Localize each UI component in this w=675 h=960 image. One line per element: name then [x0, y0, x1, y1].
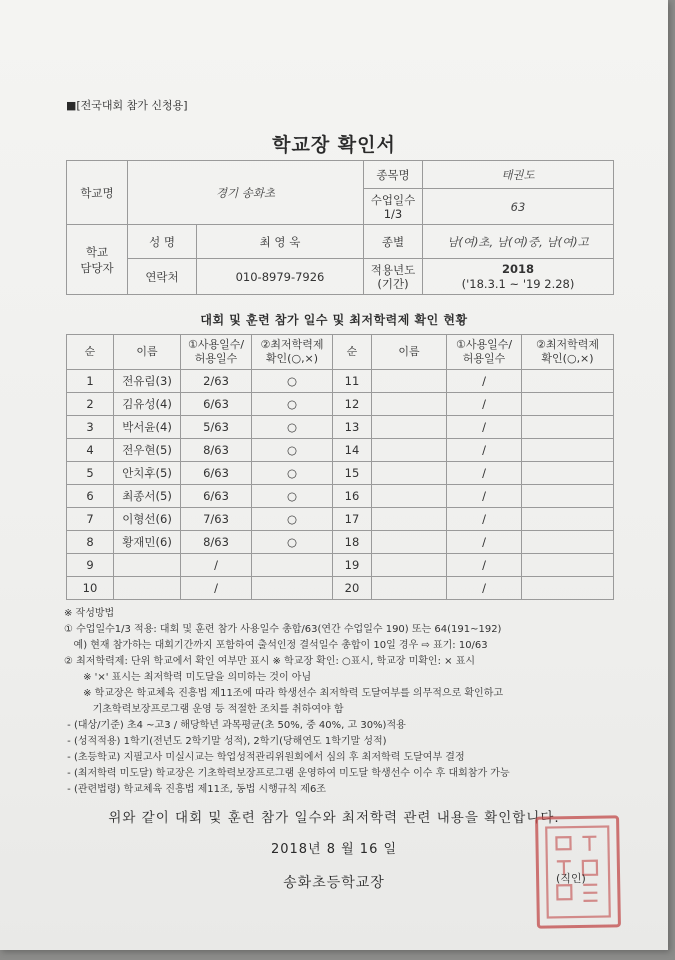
cell-name: 박서윤(4) — [114, 416, 181, 439]
cell-name: 전우현(5) — [114, 439, 181, 462]
year-value: 2018 — [501, 261, 534, 276]
note-line: ※ 학교장은 학교체육 진흥법 제11조에 따라 학생선수 최저학력 도달여부를 의무적으로 확인하고 — [64, 688, 504, 699]
note-line: ① 수업일수1/3 적용: 대회 및 훈련 참가 사용일수 총합/63(연간 수업일수 190) 또는 64(191~192) — [64, 624, 502, 635]
cell-no2: 13 — [333, 416, 372, 439]
cell-name: 김유성(4) — [114, 393, 181, 416]
issue-date: 2018년 8 월 16 일 — [270, 842, 398, 857]
year-label: 적용년도 (기간) — [364, 259, 423, 295]
table-row — [67, 485, 614, 508]
table-row — [67, 416, 614, 439]
cell-check2 — [522, 554, 614, 577]
cell-no2: 18 — [333, 531, 372, 554]
cell-used: 5/63 — [181, 416, 252, 439]
cell-name — [114, 554, 181, 577]
cell-no: 7 — [67, 508, 114, 531]
cell-no: 9 — [67, 554, 114, 577]
header-used: ①사용일수/ 허용일수 — [181, 335, 252, 370]
cell-name: 전유림(3) — [114, 370, 181, 393]
cell-check2 — [522, 577, 614, 600]
cell-name2 — [372, 531, 447, 554]
days-value: 63 — [423, 189, 614, 225]
cell-used: 6/63 — [181, 393, 252, 416]
cell-check: ○ — [252, 439, 333, 462]
table-row — [67, 439, 614, 462]
cell-no: 6 — [67, 485, 114, 508]
cell-used2: / — [447, 554, 522, 577]
cell-used2: / — [447, 393, 522, 416]
contact-value: 010-8979-7926 — [197, 259, 364, 295]
name-value: 최 영 욱 — [197, 225, 364, 259]
category-label: 종별 — [364, 225, 423, 259]
cell-check: ○ — [252, 416, 333, 439]
header-no-2: 순 — [333, 335, 372, 370]
principal-title: 송화초등학교장 — [283, 875, 385, 891]
school-value: 경기 송화초 — [128, 161, 364, 225]
staff-label: 학교 담당자 — [67, 225, 128, 295]
cell-used2: / — [447, 462, 522, 485]
table-row — [67, 393, 614, 416]
cell-name2 — [372, 439, 447, 462]
table-row — [67, 462, 614, 485]
cell-check2 — [522, 508, 614, 531]
cell-used: 8/63 — [181, 439, 252, 462]
note-line: - (대상/기준) 초4 ~고3 / 해당학년 과목평균(초 50%, 중 40%, 고 30%)적용 — [64, 720, 406, 731]
cell-no2: 12 — [333, 393, 372, 416]
cell-no: 2 — [67, 393, 114, 416]
participation-rows — [67, 370, 614, 600]
cell-no: 1 — [67, 370, 114, 393]
cell-used2: / — [447, 531, 522, 554]
cell-name2 — [372, 393, 447, 416]
cell-check: ○ — [252, 531, 333, 554]
cell-used2: / — [447, 485, 522, 508]
note-line: 예) 현재 참가하는 대회기간까지 포함하여 출석인정 결석일수 총합이 10일 경우 ⇨ 표기: 10/63 — [64, 640, 488, 651]
cell-name2 — [372, 508, 447, 531]
cell-name2 — [372, 370, 447, 393]
contact-label: 연락처 — [128, 259, 197, 295]
note-line: - (성적적용) 1학기(전년도 2학기말 성적), 2학기(당해연도 1학기말 성적) — [64, 736, 387, 747]
participation-table — [66, 334, 614, 600]
cell-used2: / — [447, 577, 522, 600]
cell-name2 — [372, 554, 447, 577]
cell-used: / — [181, 554, 252, 577]
cell-used2: / — [447, 508, 522, 531]
page-title: 학교장 확인서 — [272, 134, 396, 156]
note-line: - (관련법령) 학교체육 진흥법 제11조, 동법 시행규칙 제6조 — [64, 784, 326, 795]
school-label: 학교명 — [67, 161, 128, 225]
note-line: ※ 작성방법 — [64, 608, 115, 619]
cell-no: 4 — [67, 439, 114, 462]
cell-name: 최종서(5) — [114, 485, 181, 508]
cell-used2: / — [447, 416, 522, 439]
cell-name: 이형선(6) — [114, 508, 181, 531]
info-table — [66, 160, 614, 295]
year-cell — [423, 259, 614, 295]
note-line: - (초등학교) 지필고사 미실시교는 학업성적관리위원회에서 심의 후 최저학력 도달여부 결정 — [64, 752, 465, 763]
cell-used: 2/63 — [181, 370, 252, 393]
cell-no: 3 — [67, 416, 114, 439]
cell-check2 — [522, 462, 614, 485]
cell-no2: 19 — [333, 554, 372, 577]
confirmation-statement: 위와 같이 대회 및 훈련 참가 일수와 최저학력 관련 내용을 확인합니다. — [108, 810, 560, 826]
header-check: ②최저학력제 확인(○,×) — [252, 335, 333, 370]
cell-name2 — [372, 485, 447, 508]
event-label: 종목명 — [364, 161, 423, 189]
note-line: 기초학력보장프로그램 운영 등 적절한 조치를 취하여야 함 — [64, 704, 344, 715]
cell-used: 6/63 — [181, 462, 252, 485]
table-row — [67, 508, 614, 531]
cell-no2: 16 — [333, 485, 372, 508]
table-row — [67, 577, 614, 600]
cell-used2: / — [447, 439, 522, 462]
cell-name2 — [372, 462, 447, 485]
header-name-2: 이름 — [372, 335, 447, 370]
cell-name2 — [372, 416, 447, 439]
cell-check: ○ — [252, 462, 333, 485]
cell-check: ○ — [252, 393, 333, 416]
note-line: - (최저학력 미도달) 학교장은 기초학력보장프로그램 운영하여 미도달 학생선수 이수 후 대회참가 가능 — [64, 768, 510, 779]
cell-check2 — [522, 393, 614, 416]
cell-used2: / — [447, 370, 522, 393]
cell-check: ○ — [252, 508, 333, 531]
cell-check2 — [522, 439, 614, 462]
cell-no2: 14 — [333, 439, 372, 462]
cell-name: 황재민(6) — [114, 531, 181, 554]
cell-check2 — [522, 370, 614, 393]
cell-no: 8 — [67, 531, 114, 554]
cell-name: 안치후(5) — [114, 462, 181, 485]
cell-no: 5 — [67, 462, 114, 485]
name-label: 성 명 — [128, 225, 197, 259]
cell-check2 — [522, 485, 614, 508]
cell-name2 — [372, 577, 447, 600]
header-no: 순 — [67, 335, 114, 370]
cell-check: ○ — [252, 370, 333, 393]
cell-no2: 20 — [333, 577, 372, 600]
cell-used: 8/63 — [181, 531, 252, 554]
form-type-label: ■[전국대회 참가 신청용] — [66, 99, 188, 112]
cell-used: 6/63 — [181, 485, 252, 508]
cell-no2: 15 — [333, 462, 372, 485]
seal-mark: (직인) — [556, 872, 586, 885]
days-label: 수업일수 1/3 — [364, 189, 423, 225]
cell-used: 7/63 — [181, 508, 252, 531]
cell-used: / — [181, 577, 252, 600]
cell-check: ○ — [252, 485, 333, 508]
event-value: 태권도 — [423, 161, 614, 189]
writing-instructions — [64, 606, 644, 798]
note-line: ② 최저학력제: 단위 학교에서 확인 여부만 표시 ※ 학교장 확인: ○표시, 학교장 미확인: × 표시 — [64, 656, 476, 667]
table-row — [67, 554, 614, 577]
cell-no2: 11 — [333, 370, 372, 393]
header-used-2: ①사용일수/ 허용일수 — [447, 335, 522, 370]
table-row — [67, 531, 614, 554]
cell-no: 10 — [67, 577, 114, 600]
cell-check — [252, 554, 333, 577]
cell-check2 — [522, 531, 614, 554]
cell-name — [114, 577, 181, 600]
category-value: 남(여)초, 남(여)중, 남(여)고 — [423, 225, 614, 259]
cell-check — [252, 577, 333, 600]
table-row — [67, 370, 614, 393]
header-name: 이름 — [114, 335, 181, 370]
note-line: ※ '×' 표시는 최저학력 미도달을 의미하는 것이 아님 — [64, 672, 312, 683]
cell-check2 — [522, 416, 614, 439]
cell-no2: 17 — [333, 508, 372, 531]
grid-title: 대회 및 훈련 참가 일수 및 최저학력제 확인 현황 — [200, 313, 468, 327]
header-check-2: ②최저학력제 확인(○,×) — [522, 335, 614, 370]
period-value: ('18.3.1 ~ '19 2.28) — [461, 276, 575, 291]
